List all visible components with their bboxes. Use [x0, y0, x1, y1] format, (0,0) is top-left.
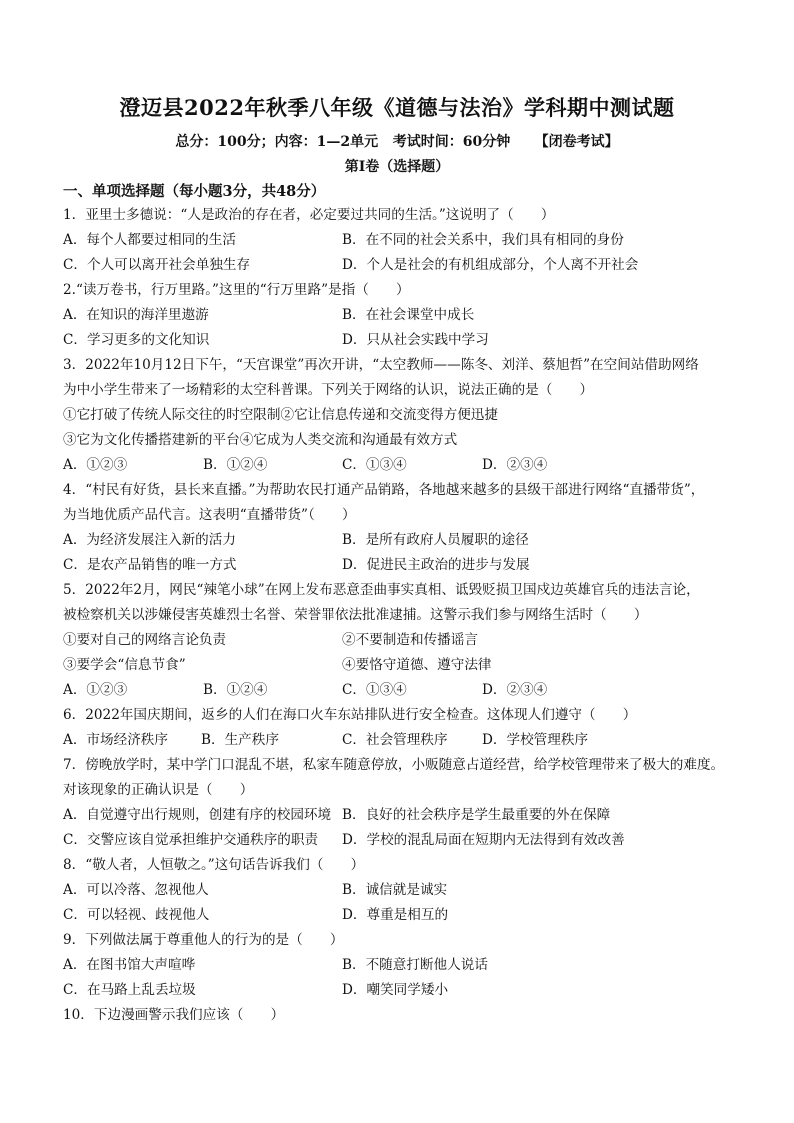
- answer-option: D．个人是社会的有机组成部分，个人离不开社会: [342, 257, 639, 273]
- answer-option: A．①②③: [63, 682, 128, 698]
- answer-option: B．在社会课堂中成长: [342, 307, 475, 323]
- answer-option: D．嘲笑同学矮小: [342, 982, 449, 998]
- question-stem: 6．2022年国庆期间，返乡的人们在海口火车东站排队进行安全检查。这体现人们遵守（ ）: [63, 707, 637, 723]
- question-stem: 被检察机关以涉嫌侵害英雄烈士名誉、荣誉罪依法批准逮捕。这警示我们参与网络生活时（ ）: [63, 607, 648, 623]
- question-stem: 为中小学生带来了一场精彩的太空科普课。下列关于网络的认识，说法正确的是（ ）: [63, 382, 594, 398]
- answer-option: ①要对自己的网络言论负责: [63, 632, 227, 648]
- answer-option: D．只从社会实践中学习: [342, 332, 489, 348]
- question-stem: 为当地优质产品代言。这表明“直播带货”（ ）: [63, 507, 356, 523]
- answer-option: ③要学会“信息节食”: [63, 657, 186, 673]
- question-stem: 对该现象的正确认识是（ ）: [63, 782, 254, 798]
- answer-option: B．在不同的社会关系中，我们具有相同的身份: [342, 232, 624, 248]
- answer-option: B．诚信就是诚实: [342, 882, 448, 898]
- question-stem: ③它为文化传播搭建新的平台④它成为人类交流和沟通最有效方式: [63, 432, 458, 448]
- answer-option: C．社会管理秩序: [342, 732, 448, 748]
- exam-subtitle: 总分：100分；内容：1—2单元 考试时间：60分钟 【闭卷考试】: [175, 134, 619, 150]
- answer-option: C．个人可以离开社会单独生存: [63, 257, 251, 273]
- answer-option: B．是所有政府人员履职的途径: [342, 532, 529, 548]
- part-heading: 第Ⅰ卷（选择题）: [344, 159, 450, 175]
- section-heading: 一、单项选择题（每小题3分，共48分）: [63, 183, 326, 200]
- answer-option: C．①③④: [342, 682, 407, 698]
- question-stem: 9．下列做法属于尊重他人的行为的是（ ）: [63, 932, 344, 948]
- answer-option: D．②③④: [482, 457, 548, 473]
- answer-option: ②不要制造和传播谣言: [342, 632, 478, 648]
- answer-option: B．良好的社会秩序是学生最重要的外在保障: [342, 807, 611, 823]
- answer-option: D．②③④: [482, 682, 548, 698]
- answer-option: A．每个人都要过相同的生活: [63, 232, 236, 248]
- question-stem: 7．傍晚放学时，某中学门口混乱不堪，私家车随意停放，小贩随意占道经营，给学校管理带来了极大的难度。: [63, 757, 725, 773]
- answer-option: C．学习更多的文化知识: [63, 332, 210, 348]
- answer-option: D．学校的混乱局面在短期内无法得到有效改善: [342, 832, 625, 848]
- question-stem: 3．2022年10月12日下午，“天宫课堂”再次开讲，“太空教师——陈冬、刘洋、蔡旭哲”在空间站借助网络: [63, 357, 699, 373]
- question-stem: 8．“敬人者，人恒敬之。”这句话告诉我们（ ）: [63, 857, 365, 873]
- question-stem: 4．“村民有好货，县长来直播。”为帮助农民打通产品销路，各地越来越多的县级干部进行网络“直播带货”，: [63, 482, 705, 498]
- answer-option: D．学校管理秩序: [482, 732, 589, 748]
- answer-option: A．①②③: [63, 457, 128, 473]
- question-stem: ①它打破了传统人际交往的时空限制②它让信息传递和交流变得方便迅捷: [63, 407, 498, 423]
- answer-option: C．是农产品销售的唯一方式: [63, 557, 237, 573]
- answer-option: B．①②④: [203, 682, 268, 698]
- answer-option: A．可以冷落、忽视他人: [63, 882, 209, 898]
- answer-option: A．在知识的海洋里遨游: [63, 307, 209, 323]
- answer-option: A．市场经济秩序: [63, 732, 168, 748]
- answer-option: B．不随意打断他人说话: [342, 957, 488, 973]
- answer-option: A．自觉遵守出行规则，创建有序的校园环境: [63, 807, 332, 823]
- question-stem: 1．亚里士多德说：“人是政治的存在者，必定要过共同的生活。”这说明了（ ）: [63, 207, 555, 223]
- answer-option: D．尊重是相互的: [342, 907, 449, 923]
- answer-option: A．为经济发展注入新的活力: [63, 532, 236, 548]
- exam-title: 澄迈县2022年秋季八年级《道德与法治》学科期中测试题: [119, 95, 675, 120]
- answer-option: C．可以轻视、歧视他人: [63, 907, 210, 923]
- answer-option: C．①③④: [342, 457, 407, 473]
- answer-option: B．①②④: [203, 457, 268, 473]
- question-stem: 10．下边漫画警示我们应该（ ）: [63, 1007, 285, 1023]
- answer-option: A．在图书馆大声喧哗: [63, 957, 196, 973]
- answer-option: B．生产秩序: [201, 732, 279, 748]
- question-stem: 2.“读万卷书，行万里路。”这里的“行万里路”是指（ ）: [63, 282, 410, 298]
- answer-option: C．在马路上乱丢垃圾: [63, 982, 196, 998]
- answer-option: ④要恪守道德、遵守法律: [342, 657, 492, 673]
- answer-option: D．促进民主政治的进步与发展: [342, 557, 530, 573]
- answer-option: C．交警应该自觉承担维护交通秩序的职责: [63, 832, 319, 848]
- question-stem: 5．2022年2月，网民“辣笔小球”在网上发布恶意歪曲事实真相、诋毁贬损卫国戍边英雄官兵的违法言论，: [63, 582, 700, 598]
